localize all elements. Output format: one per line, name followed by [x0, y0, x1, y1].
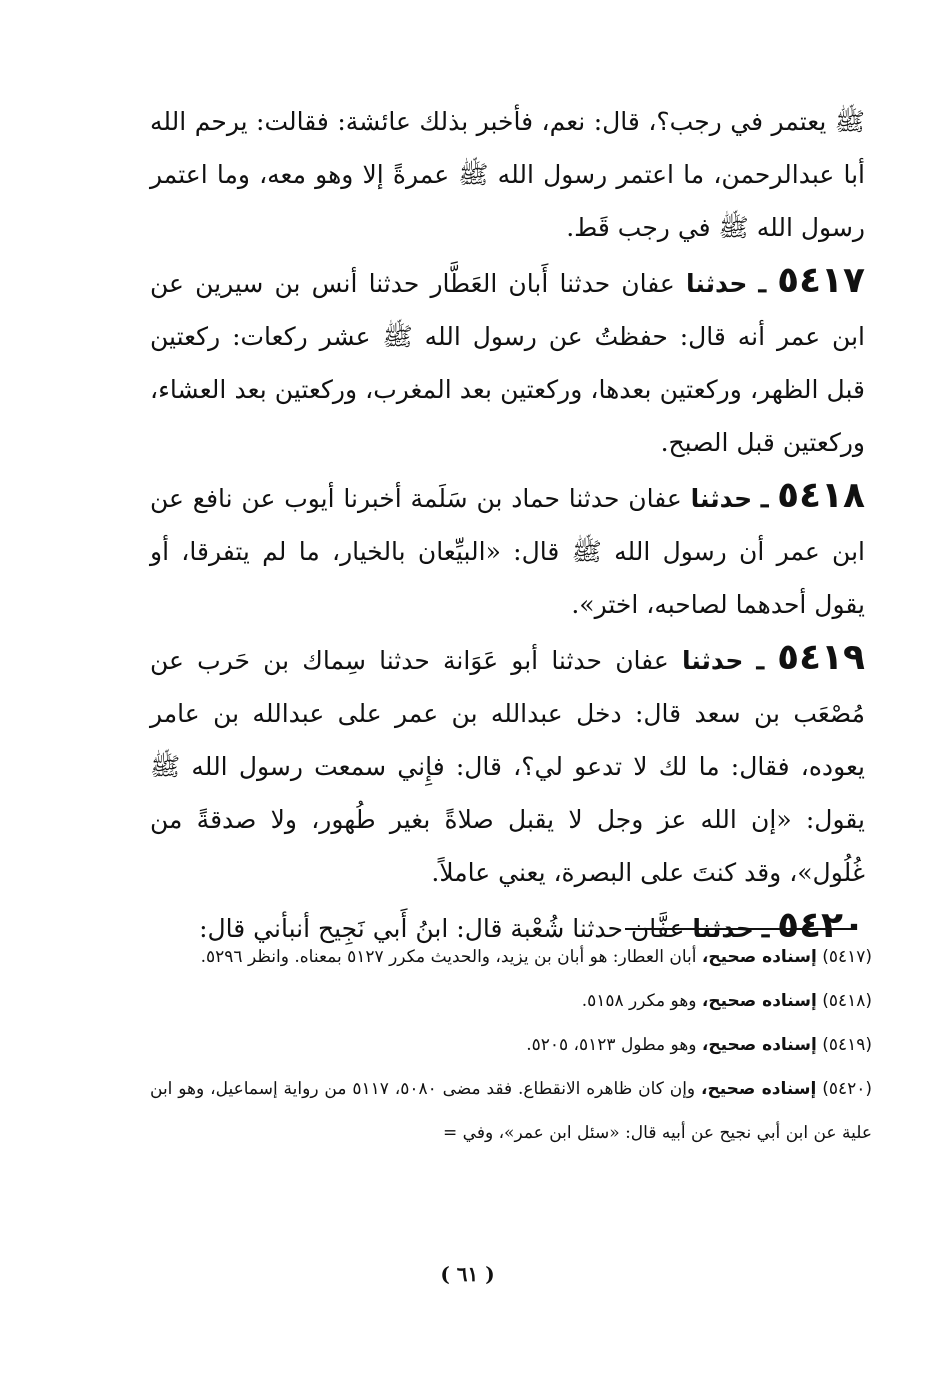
footnote-number: (٥٤١٨) [822, 991, 872, 1011]
paragraph-continuation [150, 95, 865, 254]
page-number: ( ٦١ ) [440, 1262, 495, 1286]
hadith-number: ٥٤١٧ [777, 260, 865, 301]
footnote-number: (٥٤١٩) [822, 1035, 872, 1055]
hadith-opening-word: حدثنا [692, 914, 754, 943]
footnote-text: وهو مكرر ٥١٥٨. [581, 991, 697, 1011]
hadith-separator: ـ [756, 646, 764, 675]
hadith-paragraph [150, 631, 865, 899]
footnote-grade: إسناده صحيح، [701, 991, 817, 1011]
main-text [150, 95, 865, 955]
hadith-paragraph [150, 469, 865, 631]
hadith-number: ٥٤١٩ [777, 637, 866, 678]
footnotes [150, 935, 872, 1155]
footnote-grade: إسناده صحيح، [701, 1035, 817, 1055]
hadith-number: ٥٤١٨ [777, 475, 866, 516]
hadith-text: عفان حدثنا أبو عَوَانة حدثنا سِماك بن حَرب عن مُصْعَب بن سعد قال: دخل عبدالله بن عمر على عبدالله بن عامر يعوده، فقال: ما لك لا تدعو لي؟، قال: فإِني سمعت رسول الله ﷺ يقول: «إن الله عز وجل لا يقبل صلاةً بغير طُهور، ولا صدقةً من غُلُول»، وقد كنتَ على البصرة، يعني عاملاً. [150, 646, 865, 887]
footnote-text: وإن كان ظاهره الانقطاع. فقد مضى ٥٠٨٠، ٥١١٧ من رواية إسماعيل، وهو ابن علية عن ابن أبي نجيح عن أبيه قال: «سئل ابن عمر»، وفي = [150, 1079, 872, 1143]
footnote [150, 1023, 872, 1067]
hadith-text: عفَّان حدثنا شُعْبة قال: ابنُ أَبي نَجِيح أنبأني قال: [199, 914, 685, 943]
hadith-opening-word: حدثنا [686, 269, 748, 298]
footnote-grade: إسناده صحيح، [701, 947, 817, 967]
hadith-paragraph [150, 254, 865, 469]
page-body [150, 95, 865, 955]
paragraph-text: ﷺ يعتمر في رجب؟، قال: نعم، فأخبر بذلك عائشة: فقالت: يرحم الله أبا عبدالرحمن، ما اعتمر رسول الله ﷺ عمرةً إلا وهو معه، وما اعتمر رسول الله ﷺ في رجب قَط. [150, 107, 865, 242]
footnote [150, 979, 872, 1023]
footnote-text: وهو مطول ٥١٢٣، ٥٢٠٥. [526, 1035, 697, 1055]
footnote-grade: إسناده صحيح، [701, 1079, 817, 1099]
hadith-separator: ـ [761, 914, 770, 943]
footnote-text: أبان العطار: هو أبان بن يزيد، والحديث مكرر ٥١٢٧ بمعناه. وانظر ٥٢٩٦. [200, 947, 697, 967]
hadith-separator: ـ [760, 484, 769, 513]
footnote [150, 935, 872, 979]
footnote [150, 1067, 872, 1155]
footnote-number: (٥٤١٧) [822, 947, 872, 967]
hadith-text: عفان حدثنا أَبان العَطَّار حدثنا أنس بن سيرين عن ابن عمر أنه قال: حفظتُ عن رسول الله ﷺ عشر ركعات: ركعتين قبل الظهر، وركعتين بعدها، وركعتين بعد المغرب، وركعتين بعد العشاء، وركعتين قبل الصبح. [150, 269, 865, 457]
hadith-text: عفان حدثنا حماد بن سَلَمة أخبرنا أيوب عن نافع عن ابن عمر أن رسول الله ﷺ قال: «البيِّعان بالخيار، ما لم يتفرقا، أو يقول أحدهما لصاحبه، اختر». [150, 484, 865, 619]
footnote-number: (٥٤٢٠) [822, 1079, 873, 1099]
hadith-number: ٥٤٢٠ [777, 905, 865, 946]
hadith-opening-word: حدثنا [690, 484, 753, 513]
footnote-divider [625, 928, 857, 930]
hadith-opening-word: حدثنا [681, 646, 744, 675]
hadith-separator: ـ [758, 269, 766, 298]
